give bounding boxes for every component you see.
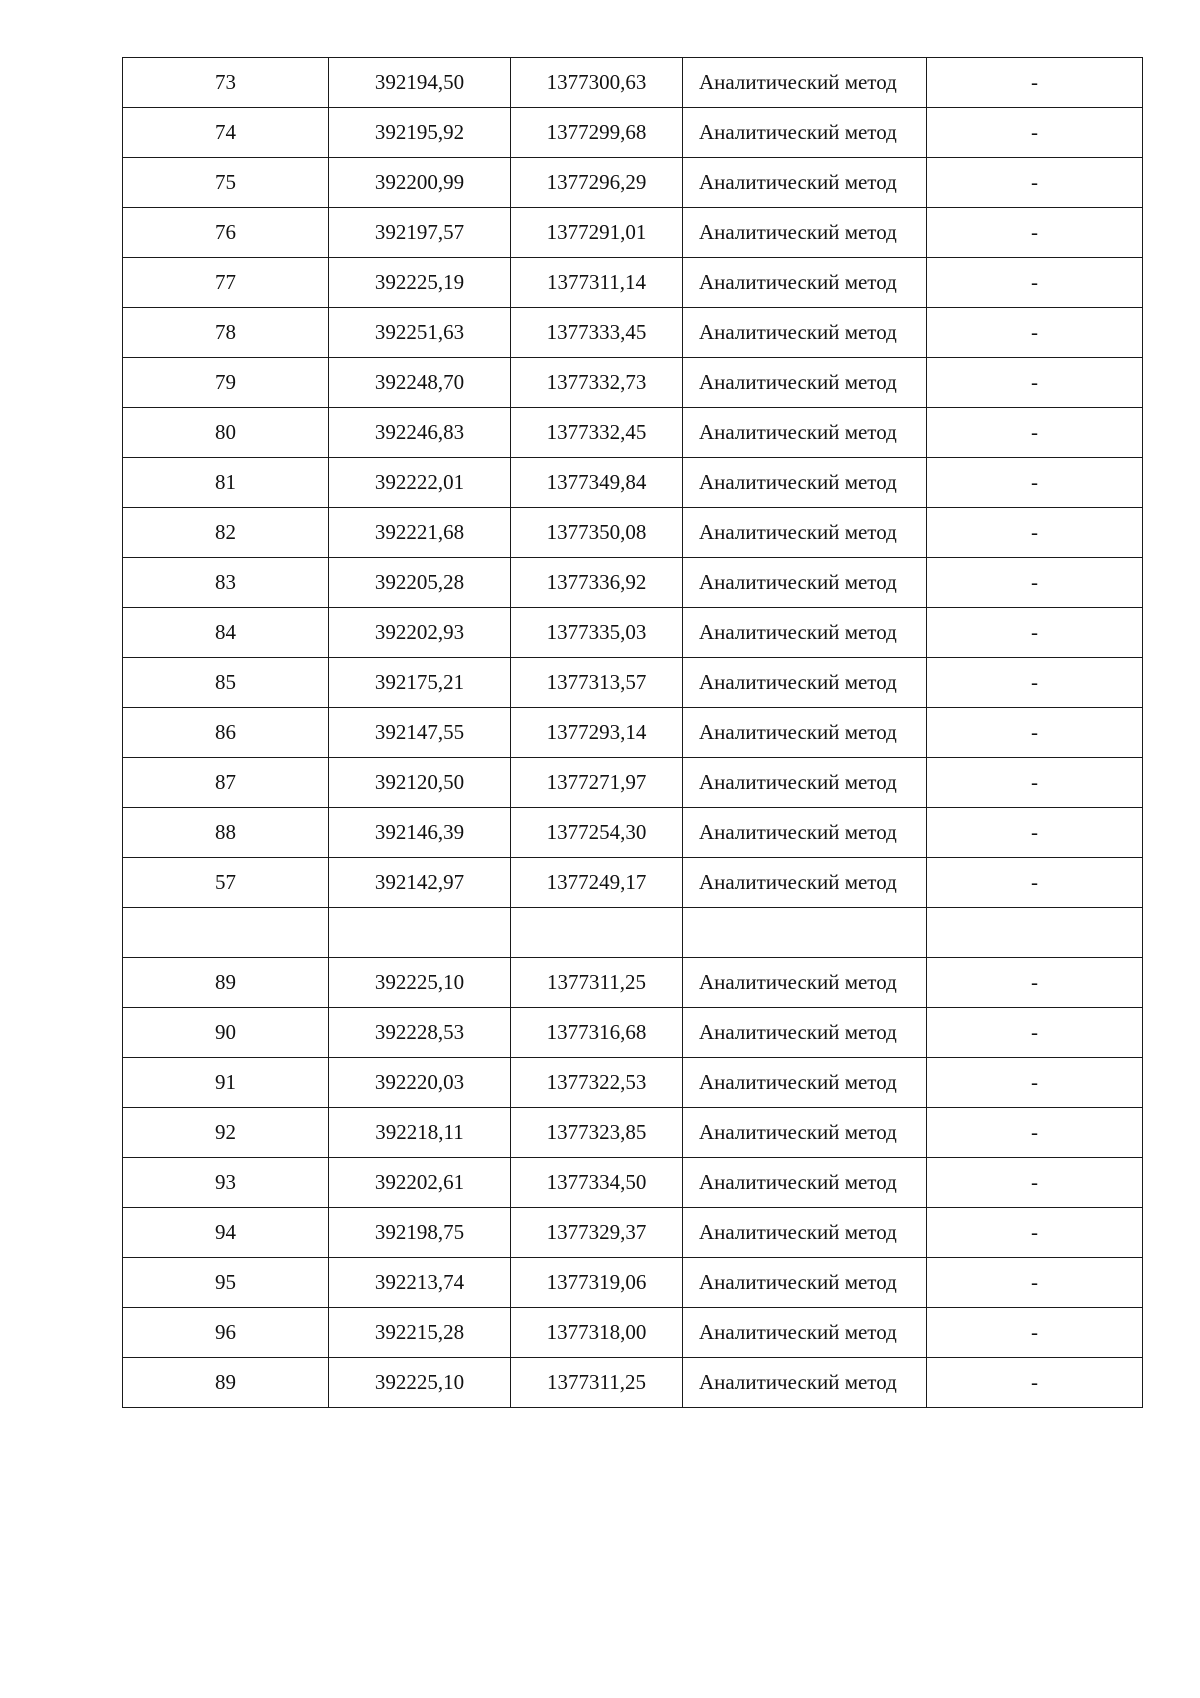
accuracy-cell: -: [927, 358, 1143, 408]
x-coordinate-cell: 392147,55: [329, 708, 511, 758]
method-cell: Аналитический метод: [683, 158, 927, 208]
method-cell: Аналитический метод: [683, 1308, 927, 1358]
x-coordinate-cell: 392202,93: [329, 608, 511, 658]
point-number-cell: 89: [123, 1358, 329, 1408]
x-coordinate-cell: 392194,50: [329, 58, 511, 108]
accuracy-cell: -: [927, 508, 1143, 558]
x-coordinate-cell: 392195,92: [329, 108, 511, 158]
accuracy-cell: -: [927, 1058, 1143, 1108]
x-coordinate-cell: 392225,10: [329, 1358, 511, 1408]
accuracy-cell: -: [927, 1308, 1143, 1358]
point-number-cell: 89: [123, 958, 329, 1008]
y-coordinate-cell: [511, 908, 683, 958]
x-coordinate-cell: 392142,97: [329, 858, 511, 908]
point-number-cell: 82: [123, 508, 329, 558]
y-coordinate-cell: 1377335,03: [511, 608, 683, 658]
y-coordinate-cell: 1377334,50: [511, 1158, 683, 1208]
point-number-cell: 90: [123, 1008, 329, 1058]
coordinates-table-body: [123, 58, 1143, 1408]
table-row: [123, 1008, 1143, 1058]
y-coordinate-cell: 1377254,30: [511, 808, 683, 858]
method-cell: Аналитический метод: [683, 1008, 927, 1058]
y-coordinate-cell: 1377349,84: [511, 458, 683, 508]
y-coordinate-cell: 1377332,73: [511, 358, 683, 408]
accuracy-cell: -: [927, 1008, 1143, 1058]
y-coordinate-cell: 1377311,25: [511, 1358, 683, 1408]
accuracy-cell: -: [927, 208, 1143, 258]
method-cell: Аналитический метод: [683, 1358, 927, 1408]
accuracy-cell: -: [927, 1358, 1143, 1408]
accuracy-cell: -: [927, 158, 1143, 208]
x-coordinate-cell: 392205,28: [329, 558, 511, 608]
point-number-cell: 92: [123, 1108, 329, 1158]
method-cell: Аналитический метод: [683, 358, 927, 408]
method-cell: Аналитический метод: [683, 758, 927, 808]
y-coordinate-cell: 1377316,68: [511, 1008, 683, 1058]
table-row: [123, 808, 1143, 858]
point-number-cell: 75: [123, 158, 329, 208]
accuracy-cell: -: [927, 308, 1143, 358]
x-coordinate-cell: 392251,63: [329, 308, 511, 358]
accuracy-cell: -: [927, 1158, 1143, 1208]
y-coordinate-cell: 1377336,92: [511, 558, 683, 608]
method-cell: Аналитический метод: [683, 58, 927, 108]
accuracy-cell: -: [927, 1258, 1143, 1308]
y-coordinate-cell: 1377319,06: [511, 1258, 683, 1308]
method-cell: Аналитический метод: [683, 508, 927, 558]
x-coordinate-cell: 392213,74: [329, 1258, 511, 1308]
method-cell: Аналитический метод: [683, 458, 927, 508]
accuracy-cell: -: [927, 258, 1143, 308]
accuracy-cell: -: [927, 108, 1143, 158]
table-row: [123, 1058, 1143, 1108]
table-row: [123, 508, 1143, 558]
method-cell: Аналитический метод: [683, 408, 927, 458]
table-row: [123, 1208, 1143, 1258]
table-row: [123, 1158, 1143, 1208]
point-number-cell: 85: [123, 658, 329, 708]
table-row: [123, 1258, 1143, 1308]
method-cell: Аналитический метод: [683, 708, 927, 758]
x-coordinate-cell: 392120,50: [329, 758, 511, 808]
table-row: [123, 1108, 1143, 1158]
y-coordinate-cell: 1377311,25: [511, 958, 683, 1008]
x-coordinate-cell: 392220,03: [329, 1058, 511, 1108]
point-number-cell: 57: [123, 858, 329, 908]
y-coordinate-cell: 1377329,37: [511, 1208, 683, 1258]
x-coordinate-cell: 392218,11: [329, 1108, 511, 1158]
accuracy-cell: -: [927, 458, 1143, 508]
x-coordinate-cell: 392175,21: [329, 658, 511, 708]
method-cell: Аналитический метод: [683, 1258, 927, 1308]
point-number-cell: 73: [123, 58, 329, 108]
x-coordinate-cell: 392198,75: [329, 1208, 511, 1258]
point-number-cell: 79: [123, 358, 329, 408]
y-coordinate-cell: 1377296,29: [511, 158, 683, 208]
method-cell: Аналитический метод: [683, 658, 927, 708]
y-coordinate-cell: 1377313,57: [511, 658, 683, 708]
accuracy-cell: -: [927, 708, 1143, 758]
table-row: [123, 558, 1143, 608]
table-row: [123, 958, 1143, 1008]
x-coordinate-cell: 392146,39: [329, 808, 511, 858]
point-number-cell: 80: [123, 408, 329, 458]
table-row: [123, 758, 1143, 808]
y-coordinate-cell: 1377318,00: [511, 1308, 683, 1358]
accuracy-cell: -: [927, 408, 1143, 458]
method-cell: Аналитический метод: [683, 958, 927, 1008]
method-cell: Аналитический метод: [683, 558, 927, 608]
y-coordinate-cell: 1377300,63: [511, 58, 683, 108]
method-cell: [683, 908, 927, 958]
point-number-cell: [123, 908, 329, 958]
table-row: [123, 708, 1143, 758]
point-number-cell: 83: [123, 558, 329, 608]
x-coordinate-cell: 392200,99: [329, 158, 511, 208]
x-coordinate-cell: 392215,28: [329, 1308, 511, 1358]
point-number-cell: 77: [123, 258, 329, 308]
coordinates-table: [122, 57, 1143, 1408]
method-cell: Аналитический метод: [683, 308, 927, 358]
table-row: [123, 608, 1143, 658]
table-row: [123, 908, 1143, 958]
y-coordinate-cell: 1377333,45: [511, 308, 683, 358]
table-row: [123, 658, 1143, 708]
x-coordinate-cell: 392228,53: [329, 1008, 511, 1058]
point-number-cell: 95: [123, 1258, 329, 1308]
y-coordinate-cell: 1377271,97: [511, 758, 683, 808]
point-number-cell: 74: [123, 108, 329, 158]
accuracy-cell: -: [927, 958, 1143, 1008]
point-number-cell: 93: [123, 1158, 329, 1208]
x-coordinate-cell: 392197,57: [329, 208, 511, 258]
table-row: [123, 358, 1143, 408]
table-row: [123, 858, 1143, 908]
table-row: [123, 58, 1143, 108]
y-coordinate-cell: 1377249,17: [511, 858, 683, 908]
x-coordinate-cell: 392246,83: [329, 408, 511, 458]
y-coordinate-cell: 1377350,08: [511, 508, 683, 558]
point-number-cell: 94: [123, 1208, 329, 1258]
table-row: [123, 308, 1143, 358]
x-coordinate-cell: 392248,70: [329, 358, 511, 408]
y-coordinate-cell: 1377323,85: [511, 1108, 683, 1158]
accuracy-cell: -: [927, 658, 1143, 708]
point-number-cell: 81: [123, 458, 329, 508]
table-row: [123, 1308, 1143, 1358]
method-cell: Аналитический метод: [683, 608, 927, 658]
method-cell: Аналитический метод: [683, 808, 927, 858]
accuracy-cell: -: [927, 58, 1143, 108]
table-row: [123, 108, 1143, 158]
accuracy-cell: -: [927, 758, 1143, 808]
x-coordinate-cell: 392221,68: [329, 508, 511, 558]
point-number-cell: 76: [123, 208, 329, 258]
point-number-cell: 96: [123, 1308, 329, 1358]
accuracy-cell: -: [927, 808, 1143, 858]
point-number-cell: 91: [123, 1058, 329, 1108]
point-number-cell: 87: [123, 758, 329, 808]
table-row: [123, 1358, 1143, 1408]
method-cell: Аналитический метод: [683, 1208, 927, 1258]
y-coordinate-cell: 1377299,68: [511, 108, 683, 158]
x-coordinate-cell: 392222,01: [329, 458, 511, 508]
table-row: [123, 408, 1143, 458]
method-cell: Аналитический метод: [683, 1108, 927, 1158]
y-coordinate-cell: 1377293,14: [511, 708, 683, 758]
x-coordinate-cell: 392202,61: [329, 1158, 511, 1208]
point-number-cell: 78: [123, 308, 329, 358]
x-coordinate-cell: [329, 908, 511, 958]
x-coordinate-cell: 392225,10: [329, 958, 511, 1008]
method-cell: Аналитический метод: [683, 208, 927, 258]
accuracy-cell: -: [927, 1208, 1143, 1258]
table-row: [123, 158, 1143, 208]
y-coordinate-cell: 1377322,53: [511, 1058, 683, 1108]
point-number-cell: 84: [123, 608, 329, 658]
accuracy-cell: [927, 908, 1143, 958]
method-cell: Аналитический метод: [683, 108, 927, 158]
y-coordinate-cell: 1377291,01: [511, 208, 683, 258]
y-coordinate-cell: 1377311,14: [511, 258, 683, 308]
accuracy-cell: -: [927, 558, 1143, 608]
method-cell: Аналитический метод: [683, 858, 927, 908]
method-cell: Аналитический метод: [683, 1158, 927, 1208]
table-row: [123, 458, 1143, 508]
method-cell: Аналитический метод: [683, 1058, 927, 1108]
table-row: [123, 208, 1143, 258]
y-coordinate-cell: 1377332,45: [511, 408, 683, 458]
point-number-cell: 88: [123, 808, 329, 858]
point-number-cell: 86: [123, 708, 329, 758]
method-cell: Аналитический метод: [683, 258, 927, 308]
x-coordinate-cell: 392225,19: [329, 258, 511, 308]
accuracy-cell: -: [927, 858, 1143, 908]
accuracy-cell: -: [927, 608, 1143, 658]
accuracy-cell: -: [927, 1108, 1143, 1158]
table-row: [123, 258, 1143, 308]
